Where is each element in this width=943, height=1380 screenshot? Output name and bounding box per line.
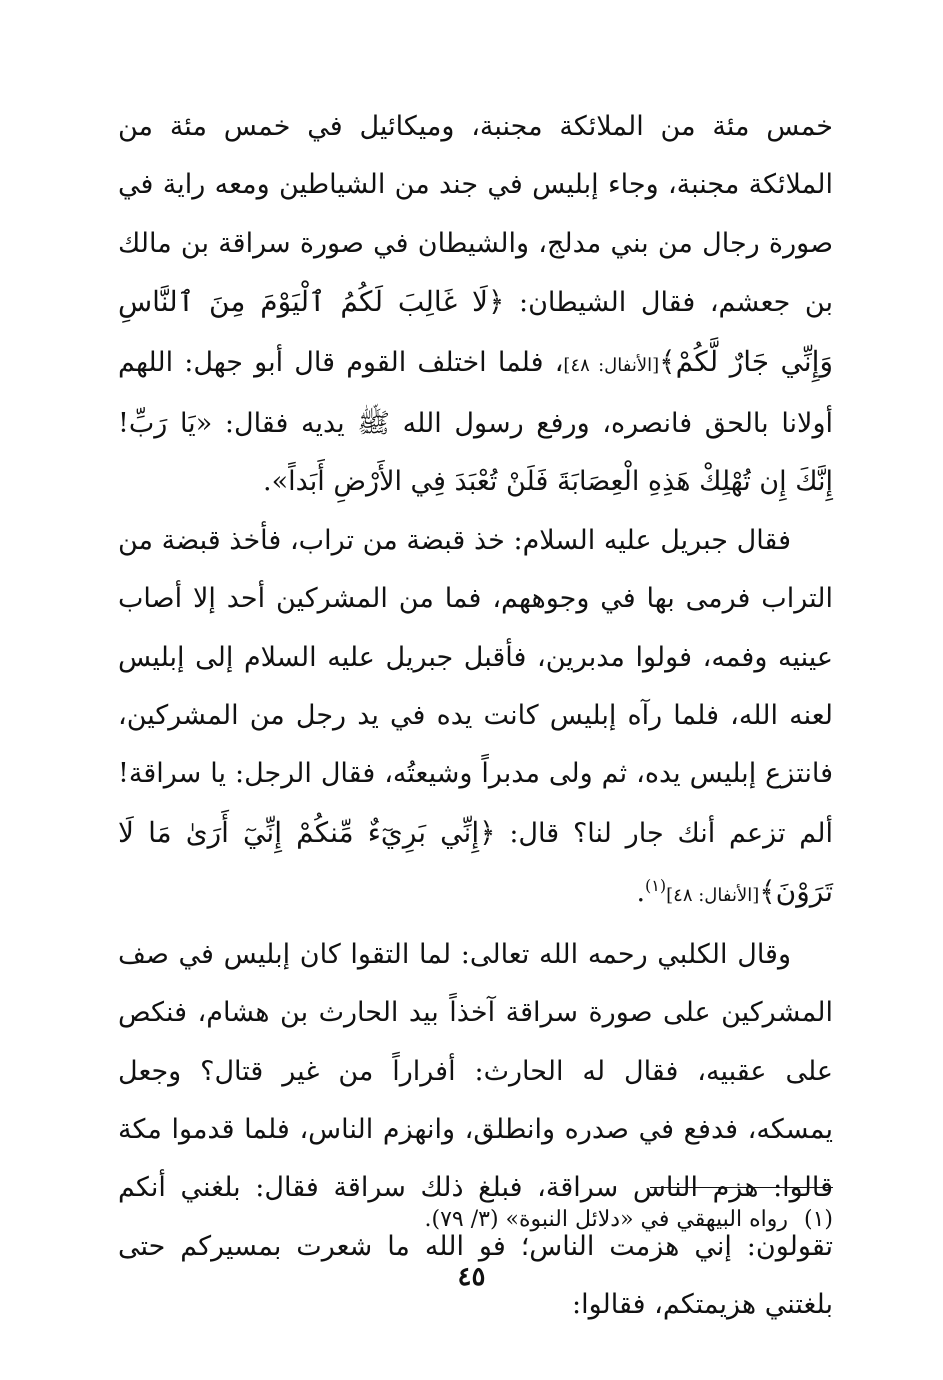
quran-reference-2: [الأنفال: ٤٨] <box>666 885 760 907</box>
paragraph-2-end: . <box>636 877 646 909</box>
paragraph-3: وقال الكلبي رحمه الله تعالى: لما التقوا كان إبليس في صف المشركين على صورة سراقة آخذاً بيد الحارث بن هشام، فنكص على عقبيه، فقال له الحارث: أفراراً من غير قتال؟ وجعل يمسكه، فدفع في صدره وانطلق، وانهزم الناس، فلما قدموا مكة قالوا: هزم الناس سراقة، فبلغ ذلك سراقة فقال: بلغني أنكم تقولون: إني هزمت الناس؛ فو الله ما شعرت بمسيركم حتى بلغتني هزيمتكم، فقالوا: <box>118 938 833 1321</box>
footnote-number: (١) <box>803 1207 833 1232</box>
footnote-marker: (١) <box>645 876 667 896</box>
footnote-text: رواه البيهقي في «دلائل النبوة» (٣/ ٧٩). <box>424 1207 788 1232</box>
paragraph-2 <box>118 512 833 926</box>
quran-reference-1: [الأنفال: ٤٨] <box>563 354 660 376</box>
quran-verse-1: ﴿لَا غَالِبَ لَكُمُ ٱلْيَوْمَ مِنَ ٱلنَّاسِ وَإِنِّي جَارٌ لَّكُمْ﴾ <box>118 285 833 378</box>
footnote-divider <box>650 1187 833 1188</box>
paragraph-1-text: خمس مئة من الملائكة مجنبة، وميكائيل في خمس مئة من الملائكة مجنبة، وجاء إبليس في جند من الشياطين ومعه راية في صورة رجال من بني مدلج، والشيطان في صورة سراقة بن مالك بن جعشم، فقال الشيطان: <box>118 111 833 319</box>
quran-verse-2: ﴿إِنِّي بَرِيٓءٌ مِّنكُمْ إِنِّيٓ أَرَىٰ مَا لَا تَرَوْنَ﴾ <box>118 815 833 909</box>
page-body <box>118 98 833 1335</box>
paragraph-2-text: فقال جبريل عليه السلام: خذ قبضة من تراب، فأخذ قبضة من التراب فرمى بها في وجوههم، فما من المشركين أحد إلا أصاب عينيه وفمه، فولوا مدبرين، فأقبل جبريل عليه السلام إلى إبليس لعنه الله، فلما رآه إبليس كانت يده في يد رجل من المشركين، فانتزع إبليس يده، ثم ولى مدبراً وشيعتُه، فقال الرجل: يا سراقة! ألم تزعم أنك جار لنا؟ قال: <box>118 524 833 849</box>
page-number: ٤٥ <box>457 1262 486 1292</box>
paragraph-1-continuation: ، فلما اختلف القوم قال أبو جهل: اللهم أولانا بالحق فانصره، ورفع رسول الله ﷺ يديه فقال: «يَا رَبِّ! إِنَّكَ إِن تُهْلِكْ هَذِهِ الْعِصَابَةَ فَلَنْ تُعْبَدَ فِي الأَرْضِ أَبَداً». <box>118 346 833 498</box>
footnote <box>118 1202 833 1238</box>
paragraph-1 <box>118 98 833 512</box>
